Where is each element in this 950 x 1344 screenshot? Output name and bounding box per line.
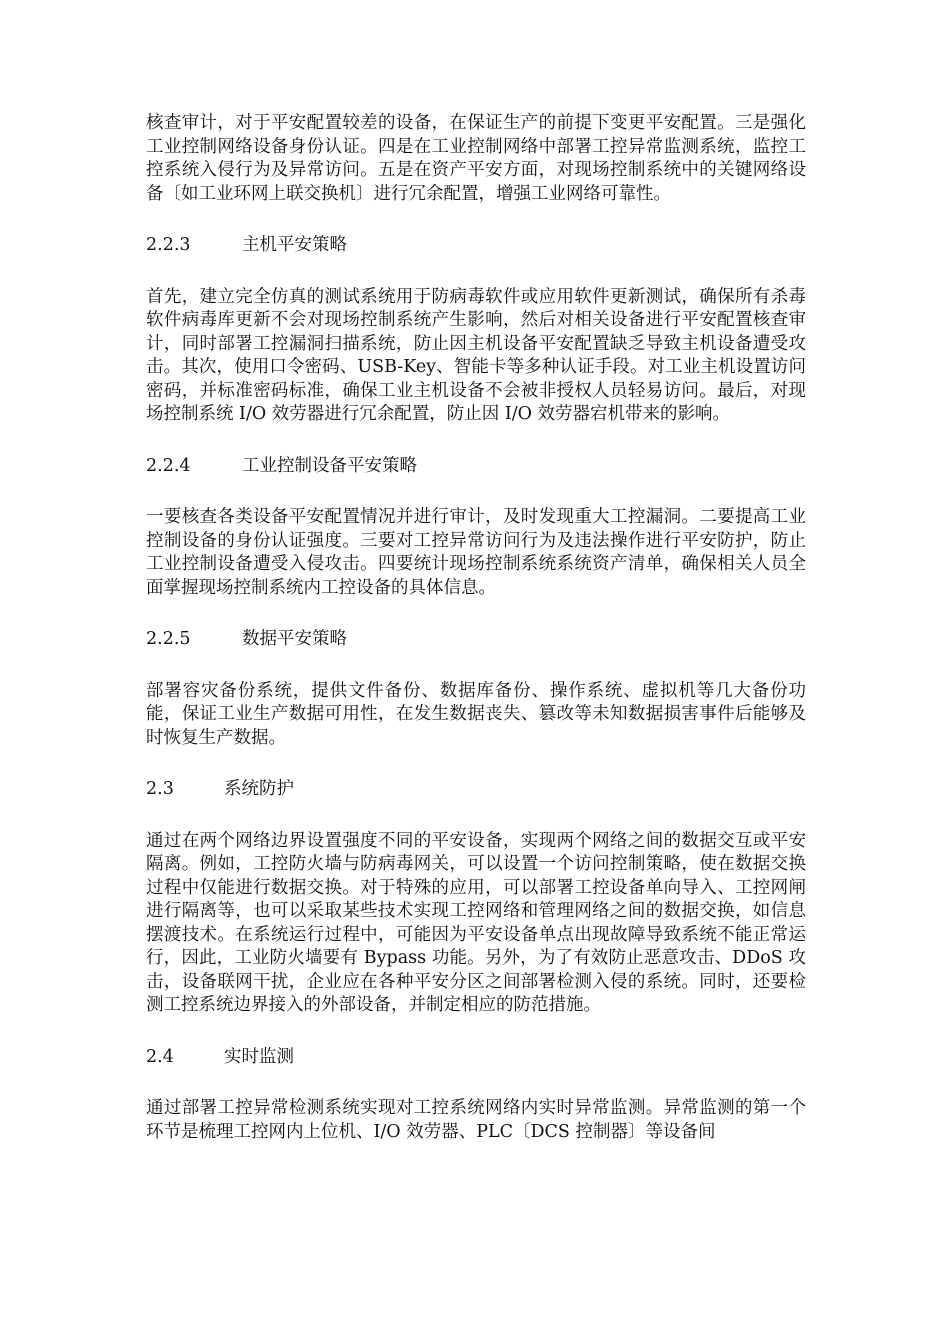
heading-2-2-3: [146, 234, 806, 258]
document-page: [146, 112, 806, 1144]
heading-title: 系统防护: [224, 779, 294, 799]
heading-number: 2.2.5: [146, 629, 191, 649]
heading-2-4: [146, 1046, 806, 1070]
paragraph-realtime-monitoring: 通过部署工控异常检测系统实现对工控系统网络内实时异常监测。异常监测的第一个环节是梳理工控网内上位机、I/O 效劳器、PLC〔DCS 控制器〕等设备间: [146, 1098, 806, 1142]
heading-2-2-5: [146, 628, 806, 652]
paragraph-host-policy: 首先，建立完全仿真的测试系统用于防病毒软件或应用软件更新测试，确保所有杀毒软件病毒库更新不会对现场控制系统产生影响，然后对相关设备进行平安配置核查审计，同时部署工控漏洞扫描系统，防止因主机设备平安配置缺乏导致主机设备遭受攻击。其次，使用口令密码、USB-Key、智能卡等多种认证手段。对工业主机设置访问密码，并标准密码标准，确保工业主机设备不会被非授权人员轻易访问。最后，对现场控制系统 I/O 效劳器进行冗余配置，防止因 I/O 效劳器宕机带来的影响。: [146, 286, 806, 424]
paragraph-data-policy: 部署容灾备份系统，提供文件备份、数据库备份、操作系统、虚拟机等几大备份功能，保证工业生产数据可用性，在发生数据丧失、篡改等未知数据损害事件后能够及时恢复生产数据。: [146, 680, 806, 748]
paragraph-network-policy: 核查审计，对于平安配置较差的设备，在保证生产的前提下变更平安配置。三是强化工业控制网络设备身份认证。四是在工业控制网络中部署工控异常监测系统，监控工控系统入侵行为及异常访问。五是在资产平安方面，对现场控制系统中的关键网络设备〔如工业环网上联交换机〕进行冗余配置，增强工业网络可靠性。: [146, 113, 806, 204]
heading-title: 主机平安策略: [242, 235, 347, 255]
heading-title: 工业控制设备平安策略: [242, 455, 417, 476]
heading-number: 2.2.3: [146, 235, 191, 255]
heading-title: 数据平安策略: [242, 629, 347, 649]
heading-number: 2.3: [146, 779, 174, 799]
paragraph-system-protection: 通过在两个网络边界设置强度不同的平安设备，实现两个网络之间的数据交互或平安隔离。例如，工控防火墙与防病毒网关，可以设置一个访问控制策略，使在数据交换过程中仅能进行数据交换。对于特殊的应用，可以部署工控设备单向导入、工控网闸进行隔离等，也可以采取某些技术实现工控网络和管理网络之间的数据交换，如信息摆渡技术。在系统运行过程中，可能因为平安设备单点出现故障导致系统不能正常运行，因此，工业防火墙要有 Bypass 功能。另外，为了有效防止恶意攻击、DDoS 攻击，设备联网干扰，企业应在各种平安分区之间部署检测入侵的系统。同时，还要检测工控系统边界接入的外部设备，并制定相应的防范措施。: [146, 830, 806, 1015]
heading-number: 2.4: [146, 1046, 174, 1067]
heading-title: 实时监测: [224, 1046, 294, 1067]
paragraph-device-policy: 一要核查各类设备平安配置情况并进行审计，及时发现重大工控漏洞。二要提高工业控制设备的身份认证强度。三要对工控异常访问行为及违法操作进行平安防护，防止工业控制设备遭受入侵攻击。四要统计现场控制系统系统资产清单，确保相关人员全面掌握现场控制系统内工控设备的具体信息。: [146, 507, 806, 598]
heading-2-2-4: [146, 455, 806, 479]
heading-number: 2.2.4: [146, 455, 191, 476]
heading-2-3: [146, 778, 806, 802]
